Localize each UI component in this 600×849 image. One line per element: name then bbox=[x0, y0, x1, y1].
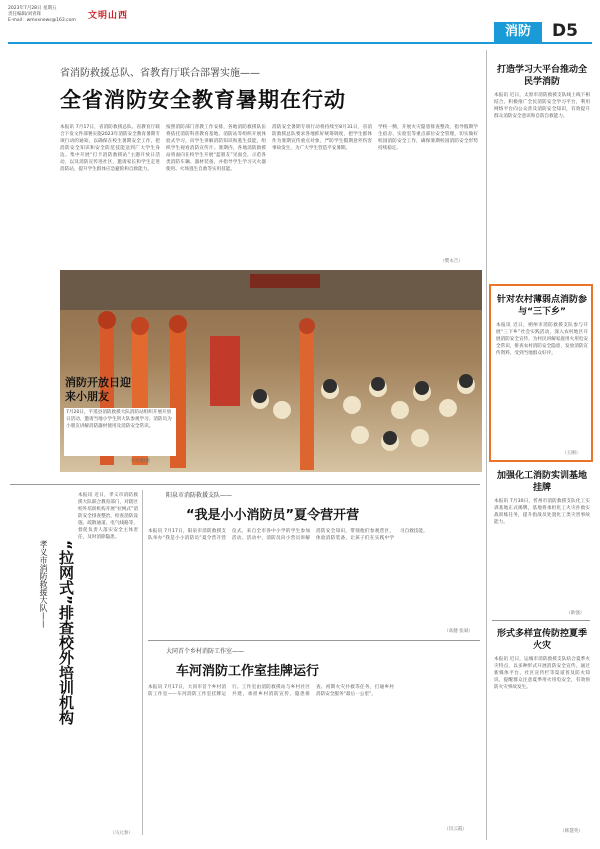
lead-col-4: 学校一侧，开展火灾隐患排查整改，指导假期学生宿舍、实验室等重点部位安全管理，切实做好校园消防安全工作，确保暑期校园消防安全形势持续稳定。 bbox=[378, 125, 478, 151]
mid-separator bbox=[148, 640, 480, 641]
studio-body: 本报讯 7月17日，大同市首个乡村消防工作室——车河消防工作室挂牌运行。工作室由消防救援站与乡村社区共建，承担乡村消防宣传、隐患排查、初期火灾扑救等任务，打通乡村消防安全服务“最后一公里”。 bbox=[148, 685, 394, 697]
photo-caption: 7月20日，平遥县消防救援大队消防站组织开展开放日活动，邀请当地小学生到大队参观学习。消防员为小朋友讲解消防器材使用及消防安全常识。 bbox=[64, 408, 176, 456]
firefighter-4 bbox=[300, 330, 314, 470]
lead-credit: （樊永吉） bbox=[440, 259, 463, 264]
box-body: 本报讯 近日，朔州市消防救援支队参与开展“三下乡”社会实践活动，深入农村地区开展消防安全宣传，为村民讲解家庭用火用电安全常识，排查农村消防安全隐患，发放消防宣传资料，受到当地群众好评。 bbox=[496, 323, 588, 356]
firefighter-helmet-3 bbox=[169, 315, 187, 333]
right-body-2: 本报讯 7月30日，忻州市消防救援支队化工实训基地正式揭牌，基地将承担化工火灾扑救实战训练任务，提升指战员处置化工类灾害事故能力。 bbox=[494, 499, 590, 525]
lead-col-2: 按照消防部门普教工作安排，各地消防救援队伍将依托消防科普教育基地、消防站等组织开展体验式学习，向学生讲解消防知识和逃生技能，组织学生观看消防宣传片。暑期内，各地消防救援站将面向在校学生开展“蓝朋友”见面会，示范各类消防车辆、器材装备，并指导学生学习灭火器使用、火场逃生自救等实用技能。 bbox=[166, 125, 266, 172]
masthead-info bbox=[8, 6, 76, 24]
camp-kicker: 阳泉市消防救援支队—— bbox=[166, 492, 233, 499]
firefighter-helmet-2 bbox=[131, 317, 149, 335]
lead-headline: 全省消防安全教育暑期在行动 bbox=[60, 88, 346, 112]
left-article-title: “拉网式”排查校外培训机构 bbox=[57, 540, 75, 725]
right-body-3: 本报讯 近日，运城市消防救援支队结合夏季火灾特点，以多种形式开展消防安全宣传，通过新媒体平台、社区宣传栏等渠道普及防火知识，提醒群众注意夏季用火用电安全，有效预防火灾事故发生。 bbox=[494, 657, 590, 690]
firefighter-helmet-1 bbox=[98, 311, 116, 329]
studio-kicker: 大同首个乡村消防工作室—— bbox=[166, 648, 245, 655]
lower-section-rule bbox=[10, 484, 480, 485]
masthead bbox=[8, 6, 592, 42]
right-credit-2: （耿强） bbox=[566, 611, 585, 616]
right-title-2: 加强化工消防实训基地挂牌 bbox=[496, 471, 587, 493]
station-sign bbox=[250, 274, 320, 288]
fire-equipment bbox=[210, 336, 240, 406]
camp-body: 本报讯 7月17日，阳泉市消防救援支队举办“我是小小消防员”夏令营开营仪式，来自全市各中小学的学生参加活动。活动中，消防员向小营员讲解消防安全知识，带领他们参观营区，体验消防装备，让孩子们在实践中学习自救技能。 bbox=[148, 529, 428, 541]
paper-logo: 文明山西 bbox=[88, 11, 129, 21]
firefighter-helmet-4 bbox=[299, 318, 315, 334]
editor-email: E-mail：wmxxnews@163.com bbox=[8, 18, 76, 23]
left-article-credit: （马元春） bbox=[110, 831, 133, 836]
camp-title: “我是小小消防员”夏令营开营 bbox=[186, 508, 360, 523]
camp-credit: （高健 张斌） bbox=[444, 629, 474, 634]
issue-date: 2023年7月28日 星期五 bbox=[8, 6, 57, 11]
studio-credit: （闫云霞） bbox=[444, 827, 467, 832]
photo-title: 消防开放日迎来小朋友 bbox=[65, 376, 131, 403]
photo-credit: 李亮摄/摄 bbox=[130, 459, 150, 464]
children-group bbox=[251, 376, 475, 451]
masthead-rule bbox=[8, 42, 592, 44]
lead-kicker: 省消防救援总队、省教育厅联合部署实施—— bbox=[60, 68, 260, 79]
studio-title: 车河消防工作室挂牌运行 bbox=[176, 664, 320, 679]
right-body-1: 本报讯 近日，太原市消防救援支队线上线下相结合，积极推广全民消防安全学习平台，利用网络平台向公众普及消防安全知识，有效提升群众消防安全意识和自防自救能力。 bbox=[494, 93, 590, 119]
section-badge: 消防 bbox=[494, 22, 542, 42]
box-title: 针对农村薄弱点消防参与“三下乡” bbox=[496, 295, 587, 317]
page-number: D5 bbox=[552, 21, 578, 41]
left-article-kicker: 孝义市消防救援大队—— bbox=[39, 540, 48, 628]
box-credit: （王刚） bbox=[562, 451, 581, 456]
left-divider bbox=[142, 490, 143, 835]
right-credit-3: （韩慧英） bbox=[560, 829, 583, 834]
editor-line: 责任编辑/刘青锋 bbox=[8, 12, 42, 17]
right-title-3: 形式多样宣传防控夏季火灾 bbox=[496, 629, 587, 651]
lead-col-3: 消防安全暑期专项行动将持续至8月31日，省消防救援总队要求各地抓好统筹调度，把学生群体作为暑期宣传重点对象，严防学生假期意外伤害事故发生，为广大学生营造平安暑期。 bbox=[272, 125, 372, 151]
right-title-1: 打造学习大平台推动全民学消防 bbox=[496, 65, 587, 87]
right-separator bbox=[492, 620, 590, 621]
left-article-body: 本报讯 近日，孝义市消防救援大队联合教育部门，对辖区校外培训机构开展“拉网式”消防安全排查整治，检查消防设施、疏散通道、电气线路等，督促负责人落实安全主体责任，及时消除隐患。 bbox=[78, 493, 138, 540]
column-divider bbox=[486, 50, 487, 840]
lead-col-1: 本报讯 7月17日，省消防救援总队、省教育厅联合下发文件部署实施2023年消防安全教育暑期专项行动的通知，以确保在校生暑期安全工作，把消防安全知识和安全防范技能送到广大学生身边。集中开展“打卡消防救援站”主题开放日活动，以及消防宣传进社区，邀请家长和学生走进消防站，提升学生群体应急避险和自救能力。 bbox=[60, 125, 160, 172]
